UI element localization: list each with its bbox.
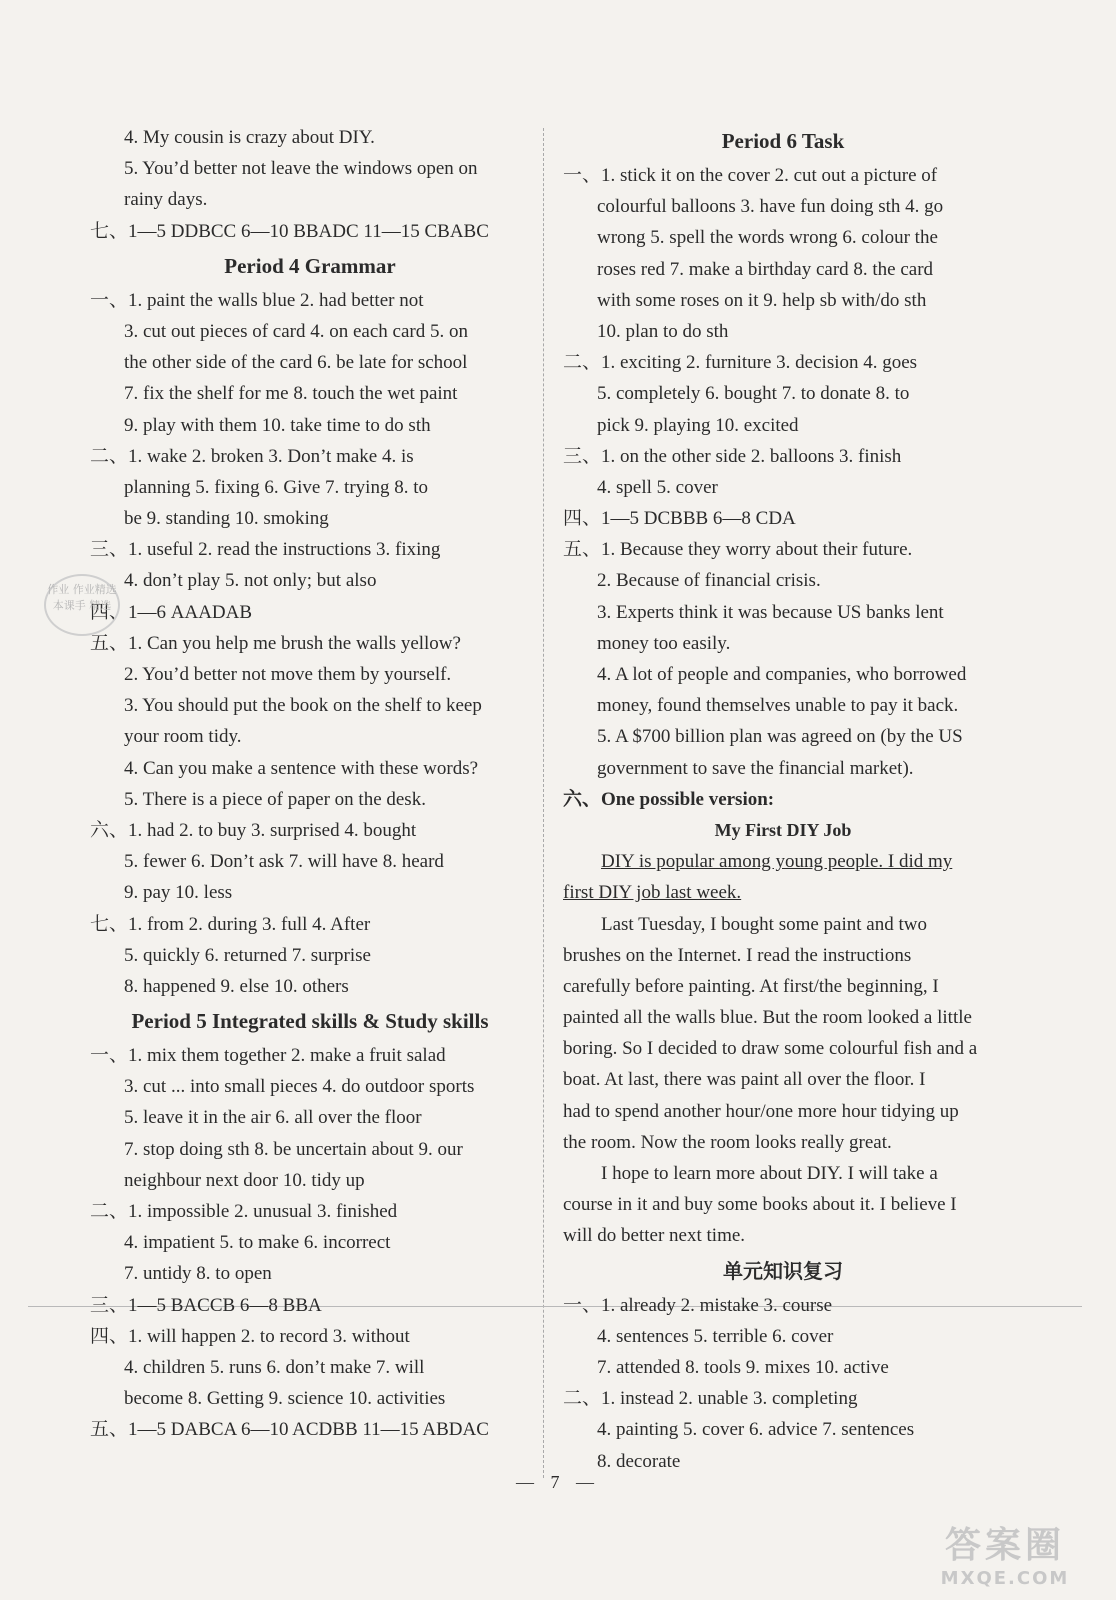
answer-line: wrong 5. spell the words wrong 6. colour the — [597, 227, 938, 249]
answer-line: carefully before painting. At first/the beginning, I — [563, 975, 939, 997]
answer-line: 7. attended 8. tools 9. mixes 10. active — [597, 1356, 889, 1378]
answer-line: 五、1. Because they worry about their future. — [563, 539, 913, 561]
stamp-text: 作业 作业精选本课手 精选 — [47, 583, 117, 612]
answer-line: 一、1. paint the walls blue 2. had better not — [90, 289, 424, 311]
answer-line: 4. sentences 5. terrible 6. cover — [597, 1325, 834, 1347]
answer-line: become 8. Getting 9. science 10. activities — [124, 1388, 446, 1410]
section-heading: 单元知识复习 — [723, 1258, 843, 1283]
answer-line: 5. leave it in the air 6. all over the floor — [124, 1107, 422, 1129]
answer-line: planning 5. fixing 6. Give 7. trying 8. to — [124, 476, 428, 498]
answer-line: 5. You’d better not leave the windows open on — [124, 158, 478, 180]
answer-line: 9. pay 10. less — [124, 882, 233, 904]
answer-line: 二、1. instead 2. unable 3. completing — [563, 1388, 858, 1410]
answer-line: Last Tuesday, I bought some paint and two — [601, 913, 927, 935]
answer-line: 7. untidy 8. to open — [124, 1263, 272, 1285]
answer-line: 7. fix the shelf for me 8. touch the wet paint — [124, 383, 458, 405]
section-heading: Period 5 Integrated skills & Study skills — [131, 1009, 489, 1034]
answer-line: 5. quickly 6. returned 7. surprise — [124, 944, 371, 966]
answer-line: your room tidy. — [124, 726, 242, 748]
answer-line: 8. happened 9. else 10. others — [124, 975, 349, 997]
answer-line: 一、1. stick it on the cover 2. cut out a picture of — [563, 165, 938, 186]
answer-line: first DIY job last week. — [563, 882, 742, 904]
answer-line: 5. completely 6. bought 7. to donate 8. to — [597, 383, 910, 405]
answer-line: boring. So I decided to draw some colourful fish and a — [563, 1038, 978, 1060]
right-column — [563, 122, 1003, 1477]
answer-line: 10. plan to do sth — [597, 320, 729, 342]
section-heading: Period 6 Task — [721, 129, 845, 153]
answer-line: 5. There is a piece of paper on the desk. — [124, 788, 426, 810]
answer-line: 五、1—5 DABCA 6—10 ACDBB 11—15 ABDAC — [90, 1419, 489, 1441]
answer-line: 4. spell 5. cover — [597, 476, 718, 498]
answer-line: 一、1. mix them together 2. make a fruit salad — [90, 1045, 446, 1067]
section-heading: Period 4 Grammar — [224, 253, 396, 278]
answer-line: 3. cut ... into small pieces 4. do outdoor sports — [124, 1076, 475, 1098]
answer-line: 一、1. already 2. mistake 3. course — [563, 1294, 833, 1316]
watermark-logo-text: 答案圈 — [944, 1525, 1065, 1566]
answer-line: 4. don’t play 5. not only; but also — [124, 570, 377, 592]
answer-line: 5. fewer 6. Don’t ask 7. will have 8. heard — [124, 851, 444, 873]
answer-line: 7. stop doing sth 8. be uncertain about 9. our — [124, 1138, 463, 1160]
answer-line: 4. children 5. runs 6. don’t make 7. will — [124, 1356, 425, 1378]
answer-line: will do better next time. — [563, 1225, 746, 1247]
answer-line: I hope to learn more about DIY. I will take a — [601, 1163, 938, 1184]
answer-line: 4. My cousin is crazy about DIY. — [124, 127, 375, 148]
answer-line: 三、1. useful 2. read the instructions 3. fixing — [90, 539, 441, 561]
answer-line: 2. Because of financial crisis. — [597, 570, 821, 592]
answer-line: 4. impatient 5. to make 6. incorrect — [124, 1232, 391, 1254]
answer-line: the room. Now the room looks really great. — [563, 1131, 892, 1153]
answer-line: 四、1—5 DCBBB 6—8 CDA — [563, 508, 796, 530]
answer-line: 4. Can you make a sentence with these words? — [124, 757, 479, 779]
answer-line: 七、1—5 DDBCC 6—10 BBADC 11—15 CBABC — [90, 220, 489, 242]
watermark-logo — [920, 1524, 1090, 1594]
answer-line: 5. A $700 billion plan was agreed on (by the US — [597, 726, 963, 748]
answer-line: neighbour next door 10. tidy up — [124, 1169, 365, 1191]
answer-line: 9. play with them 10. take time to do sth — [124, 414, 431, 436]
answer-line: roses red 7. make a birthday card 8. the card — [597, 258, 934, 280]
answer-line: 2. You’d better not move them by yourself. — [124, 664, 452, 685]
answer-line: 六、1. had 2. to buy 3. surprised 4. bought — [90, 819, 417, 841]
answer-line: 3. Experts think it was because US banks lent — [597, 601, 944, 623]
answer-line: 二、1. wake 2. broken 3. Don’t make 4. is — [90, 445, 414, 467]
answer-line: course in it and buy some books about it. I believe I — [563, 1194, 957, 1216]
answer-line: 五、1. Can you help me brush the walls yellow? — [90, 632, 461, 654]
answer-line: 三、1—5 BACCB 6—8 BBA — [90, 1294, 322, 1316]
answer-line: brushes on the Internet. I read the instructions — [563, 944, 912, 966]
answer-line: 4. A lot of people and companies, who borrowed — [597, 664, 967, 685]
answer-line: 二、1. impossible 2. unusual 3. finished — [90, 1201, 398, 1222]
answer-line: 8. decorate — [597, 1450, 681, 1472]
answer-line: 3. cut out pieces of card 4. on each card 5. on — [124, 320, 468, 342]
answer-line: pick 9. playing 10. excited — [597, 414, 799, 436]
answer-line: had to spend another hour/one more hour tidying up — [563, 1100, 959, 1122]
stamp-logo — [44, 574, 120, 636]
answer-line: 四、1—6 AAADAB — [90, 601, 253, 623]
left-column — [90, 122, 530, 1446]
column-divider — [543, 128, 544, 1478]
answer-line: rainy days. — [124, 189, 208, 211]
answer-line: 4. painting 5. cover 6. advice 7. sentences — [597, 1419, 915, 1441]
answer-line: colourful balloons 3. have fun doing sth 4. go — [597, 196, 944, 218]
answer-line: government to save the financial market). — [597, 757, 914, 779]
answer-line: boat. At last, there was paint all over the floor. I — [563, 1069, 926, 1091]
answer-line: DIY is popular among young people. I did my — [601, 851, 953, 873]
answer-line: with some roses on it 9. help sb with/do sth — [597, 289, 927, 311]
answer-line: money, found themselves unable to pay it back. — [597, 695, 959, 717]
answer-line: painted all the walls blue. But the room looked a little — [563, 1007, 972, 1029]
answer-line: 四、1. will happen 2. to record 3. without — [90, 1325, 410, 1347]
answer-line: be 9. standing 10. smoking — [124, 508, 329, 530]
answer-line: the other side of the card 6. be late for school — [124, 352, 468, 374]
answer-line: 3. You should put the book on the shelf to keep — [124, 695, 482, 717]
section-heading: My First DIY Job — [714, 819, 852, 840]
page-number: — 7 — — [516, 1472, 600, 1492]
answer-line: 二、1. exciting 2. furniture 3. decision 4. goes — [563, 352, 918, 374]
answer-line: 七、1. from 2. during 3. full 4. After — [90, 913, 371, 935]
answer-line: money too easily. — [597, 632, 731, 654]
watermark-site-text: MXQE.COM — [940, 1568, 1070, 1589]
answer-line: 六、One possible version: — [563, 788, 775, 810]
answer-line: 三、1. on the other side 2. balloons 3. finish — [563, 445, 902, 467]
